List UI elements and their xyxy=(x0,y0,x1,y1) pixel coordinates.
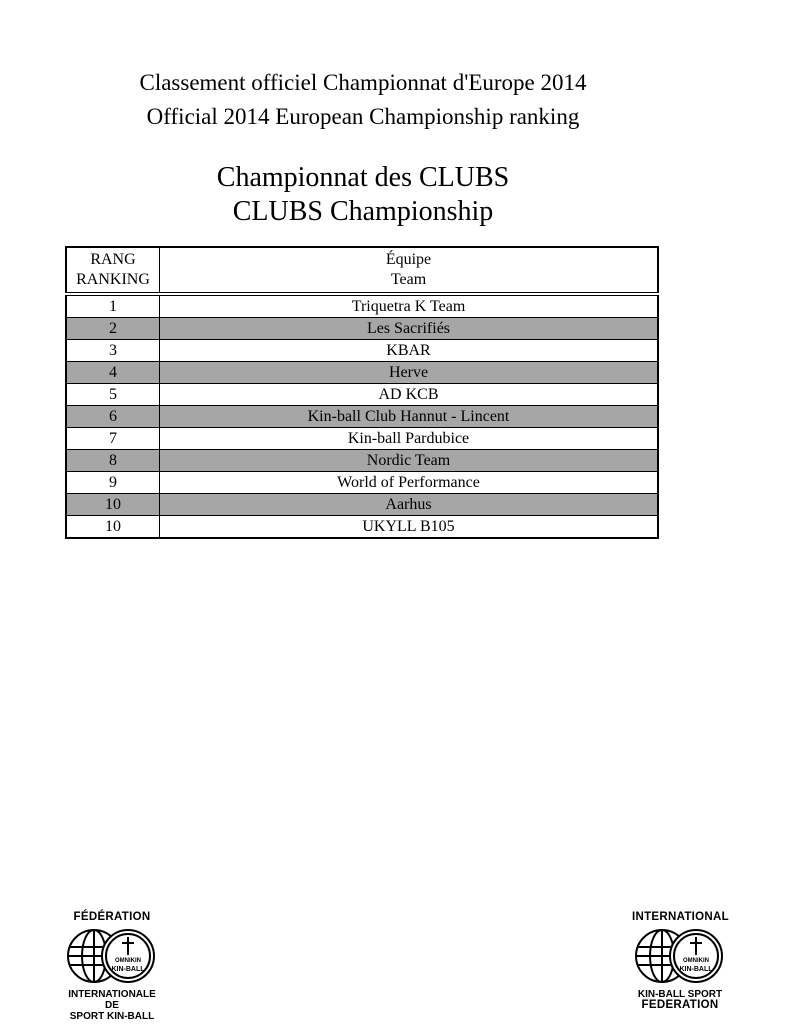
table-row xyxy=(66,472,658,494)
table-row xyxy=(66,362,658,384)
table-row xyxy=(66,406,658,428)
team-cell: Triquetra K Team xyxy=(160,294,659,318)
table-row xyxy=(66,340,658,362)
rank-cell: 8 xyxy=(66,450,160,472)
table-row xyxy=(66,294,658,318)
globe-kinball-icon xyxy=(634,925,726,987)
federation-logo-fr xyxy=(64,912,160,1022)
team-header-en: Team xyxy=(390,271,427,288)
rank-cell: 6 xyxy=(66,406,160,428)
team-cell: Kin-ball Pardubice xyxy=(160,428,659,450)
rank-cell: 7 xyxy=(66,428,160,450)
team-cell: AD KCB xyxy=(160,384,659,406)
official-ranking-title-fr: Classement officiel Championnat d'Europe 2014 xyxy=(139,70,587,95)
team-cell: Les Sacrifiés xyxy=(160,318,659,340)
team-column-header xyxy=(160,247,659,294)
rank-cell: 5 xyxy=(66,384,160,406)
table-row xyxy=(66,318,658,340)
team-cell: Aarhus xyxy=(160,494,659,516)
team-cell: Kin-ball Club Hannut - Lincent xyxy=(160,406,659,428)
rank-cell: 2 xyxy=(66,318,160,340)
table-row xyxy=(66,516,658,539)
team-cell: UKYLL B105 xyxy=(160,516,659,539)
ranking-rows xyxy=(66,294,658,538)
championship-title-en: CLUBS Championship xyxy=(232,196,494,227)
rank-cell: 1 xyxy=(66,294,160,318)
svg-text:OMNIKIN: OMNIKIN xyxy=(683,958,709,964)
rank-cell: 3 xyxy=(66,340,160,362)
team-cell: Herve xyxy=(160,362,659,384)
ranking-table xyxy=(65,246,659,539)
rank-cell: 10 xyxy=(66,516,160,539)
logo-bottom-line-1: KIN-BALL SPORT xyxy=(637,989,723,1000)
logo-bottom-line-2: FEDERATION xyxy=(641,999,719,1011)
rank-cell: 4 xyxy=(66,362,160,384)
rank-header-en: RANKING xyxy=(76,271,150,288)
svg-text:OMNIKIN: OMNIKIN xyxy=(115,958,141,964)
official-ranking-title-en: Official 2014 European Championship ranking xyxy=(146,104,580,129)
rank-column-header xyxy=(66,247,160,294)
logo-bottom-line-1: INTERNATIONALE DE xyxy=(68,989,156,1011)
team-cell: KBAR xyxy=(160,340,659,362)
globe-kinball-icon xyxy=(66,925,158,987)
rank-cell: 9 xyxy=(66,472,160,494)
team-header-fr: Équipe xyxy=(385,251,432,268)
logo-bottom-line-2: SPORT KIN-BALL xyxy=(69,1011,155,1022)
team-cell: World of Performance xyxy=(160,472,659,494)
table-row xyxy=(66,384,658,406)
championship-title-fr: Championnat des CLUBS xyxy=(216,162,510,193)
svg-text:KIN-BALL: KIN-BALL xyxy=(679,966,713,973)
team-cell: Nordic Team xyxy=(160,450,659,472)
rank-cell: 10 xyxy=(66,494,160,516)
logo-top-word: INTERNATIONAL xyxy=(632,911,729,923)
table-header-row xyxy=(66,247,658,294)
table-row xyxy=(66,494,658,516)
rank-header-fr: RANG xyxy=(90,251,136,268)
svg-text:KIN-BALL: KIN-BALL xyxy=(111,966,145,973)
logo-top-word: FÉDÉRATION xyxy=(73,911,151,923)
table-row xyxy=(66,428,658,450)
table-row xyxy=(66,450,658,472)
federation-logo-en xyxy=(632,912,728,1011)
